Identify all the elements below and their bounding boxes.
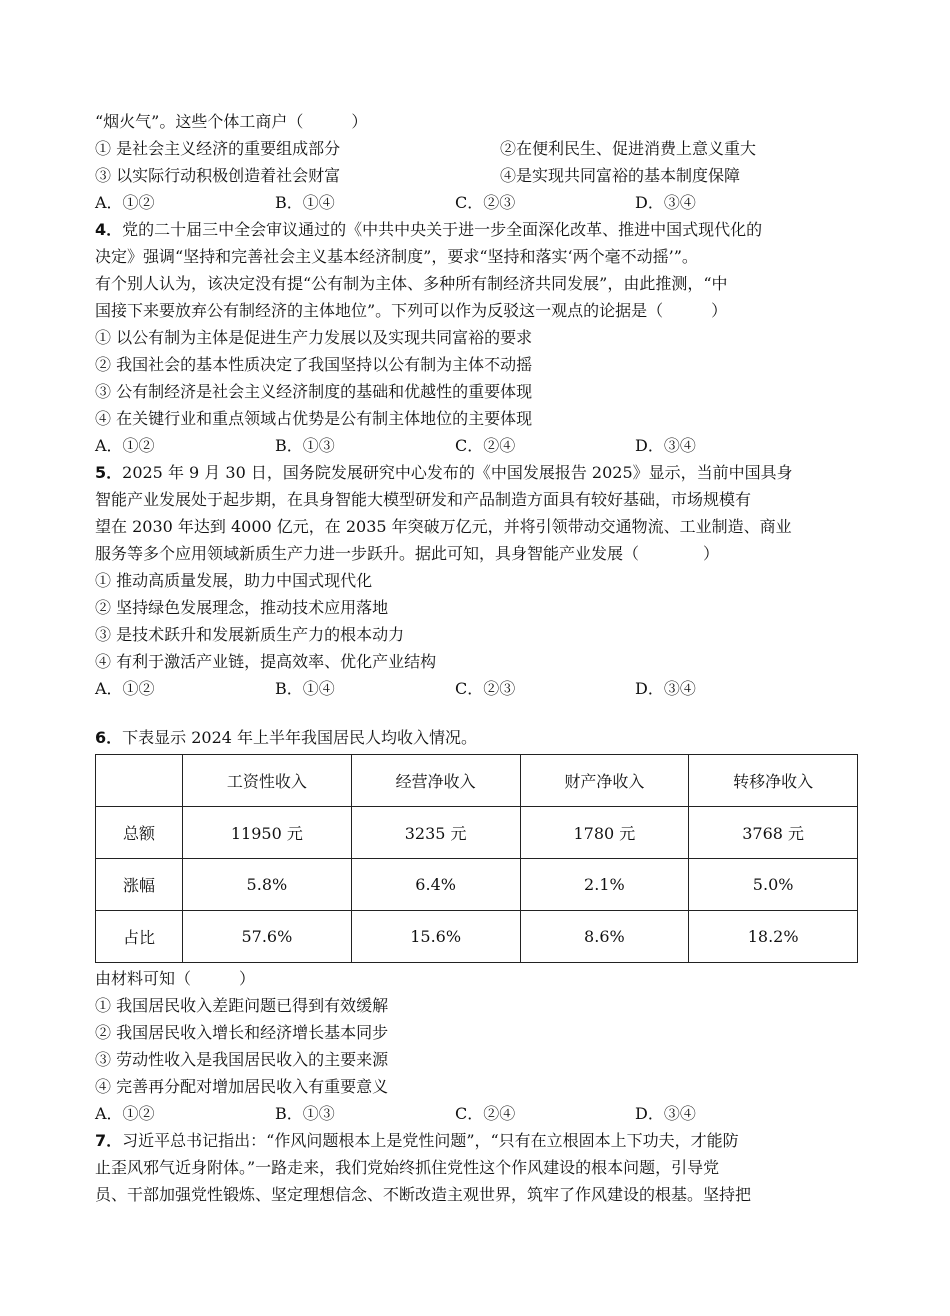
table-cell: 15.6%: [351, 911, 520, 963]
q6-option-b[interactable]: B．①③: [275, 1104, 335, 1123]
q3-option-b[interactable]: B．①④: [275, 193, 335, 212]
q6-statement-1: ① 我国居民收入差距问题已得到有效缓解: [95, 996, 389, 1015]
q6-options: [95, 1100, 865, 1127]
q3-option-a[interactable]: A．①②: [95, 193, 155, 212]
table-cell: 3768 元: [689, 807, 858, 859]
table-cell: 5.8%: [183, 859, 352, 911]
q3-statement-2: ②在便利民生、促进消费上意义重大: [500, 139, 757, 158]
q4-stem-text: 党的二十届三中全会审议通过的《中共中央关于进一步全面深化改革、推进中国式现代化的: [122, 220, 763, 239]
table-cell: 2.1%: [520, 859, 689, 911]
table-header-transfer: 转移净收入: [689, 755, 858, 807]
table-row: [96, 911, 858, 963]
q4-statement-2: ② 我国社会的基本性质决定了我国坚持以公有制为主体不动摇: [95, 355, 533, 374]
q7-number: 7．: [95, 1131, 123, 1150]
q4-stem-line: 国接下来要放弃公有制经济的主体地位”。下列可以作为反驳这一观点的论据是（ ）: [95, 301, 728, 320]
q6-statement-3: ③ 劳动性收入是我国居民收入的主要来源: [95, 1050, 389, 1069]
q5-statement-4: ④ 有利于激活产业链，提高效率、优化产业结构: [95, 652, 437, 671]
table-header-row: [96, 755, 858, 807]
q6-stem-line: [95, 724, 865, 751]
q3-stem: “烟火气”。这些个体工商户（ ）: [95, 112, 368, 131]
table-header-business: 经营净收入: [351, 755, 520, 807]
table-cell: 1780 元: [520, 807, 689, 859]
table-row-label: 占比: [96, 911, 183, 963]
q5-statement-2: ② 坚持绿色发展理念，推动技术应用落地: [95, 598, 389, 617]
q7-stem-text: 习近平总书记指出：“作风问题根本上是党性问题”，“只有在立根固本上下功夫，才能防: [122, 1131, 739, 1150]
table-row: [96, 807, 858, 859]
spacer: [95, 702, 865, 724]
q4-option-a[interactable]: A．①②: [95, 436, 155, 455]
q4-option-c[interactable]: C．②④: [455, 436, 516, 455]
table-corner-cell: [96, 755, 183, 807]
q4-option-b[interactable]: B．①③: [275, 436, 335, 455]
q6-number: 6．: [95, 728, 123, 747]
q5-option-c[interactable]: C．②③: [455, 679, 516, 698]
q3-statement-1: ① 是社会主义经济的重要组成部分: [95, 139, 341, 158]
table-cell: 3235 元: [351, 807, 520, 859]
q7-stem-line: [95, 1127, 865, 1154]
q4-option-d[interactable]: D．③④: [635, 436, 696, 455]
table-header-property: 财产净收入: [520, 755, 689, 807]
q4-stem-line: 决定》强调“坚持和完善社会主义基本经济制度”，要求“坚持和落实‘两个毫不动摇’”。: [95, 247, 698, 266]
table-cell: 8.6%: [520, 911, 689, 963]
q5-option-d[interactable]: D．③④: [635, 679, 696, 698]
q4-options: [95, 432, 865, 459]
q5-number: 5．: [95, 463, 123, 482]
q6-after-text: 由材料可知（ ）: [95, 969, 256, 988]
q4-statement-4: ④ 在关键行业和重点领域占优势是公有制主体地位的主要体现: [95, 409, 533, 428]
q3-statement-row: [95, 162, 865, 189]
q3-options: [95, 189, 865, 216]
income-table: [95, 754, 858, 963]
q4-stem-line: 有个别人认为，该决定没有提“公有制为主体、多种所有制经济共同发展”，由此推测，“中: [95, 274, 728, 293]
q5-option-a[interactable]: A．①②: [95, 679, 155, 698]
exam-page: [95, 108, 865, 1208]
q6-statement-4: ④ 完善再分配对增加居民收入有重要意义: [95, 1077, 389, 1096]
table-row-label: 总额: [96, 807, 183, 859]
q5-stem-line: 智能产业发展处于起步期，在具身智能大模型研发和产品制造方面具有较好基础，市场规模有: [95, 490, 752, 509]
q5-stem-line: 服务等多个应用领域新质生产力进一步跃升。据此可知，具身智能产业发展（ ）: [95, 544, 720, 563]
table-header-wage: 工资性收入: [183, 755, 352, 807]
q3-option-c[interactable]: C．②③: [455, 193, 516, 212]
table-cell: 18.2%: [689, 911, 858, 963]
q3-statement-row: [95, 135, 865, 162]
q6-option-a[interactable]: A．①②: [95, 1104, 155, 1123]
table-cell: 57.6%: [183, 911, 352, 963]
q3-statement-4: ④是实现共同富裕的基本制度保障: [500, 166, 741, 185]
q3-statement-3: ③ 以实际行动积极创造着社会财富: [95, 166, 341, 185]
table-cell: 5.0%: [689, 859, 858, 911]
q5-statement-1: ① 推动高质量发展，助力中国式现代化: [95, 571, 373, 590]
q7-stem-line: 员、干部加强党性锻炼、坚定理想信念、不断改造主观世界，筑牢了作风建设的根基。坚持把: [95, 1185, 752, 1204]
q5-option-b[interactable]: B．①④: [275, 679, 335, 698]
table-row-label: 涨幅: [96, 859, 183, 911]
q5-stem-line: 望在 2030 年达到 4000 亿元，在 2035 年突破万亿元，并将引领带动交通物流、工业制造、商业: [95, 517, 792, 536]
table-cell: 6.4%: [351, 859, 520, 911]
q5-stem-line: [95, 459, 865, 486]
table-cell: 11950 元: [183, 807, 352, 859]
q6-option-c[interactable]: C．②④: [455, 1104, 516, 1123]
q7-stem-line: 止歪风邪气近身附体。”一路走来，我们党始终抓住党性这个作风建设的根本问题，引导党: [95, 1158, 720, 1177]
q4-stem-line: [95, 216, 865, 243]
q3-option-d[interactable]: D．③④: [635, 193, 696, 212]
q5-stem-text: 2025 年 9 月 30 日，国务院发展研究中心发布的《中国发展报告 2025》显示，当前中国具身: [122, 463, 793, 482]
q6-stem-text: 下表显示 2024 年上半年我国居民人均收入情况。: [122, 728, 478, 747]
q4-statement-3: ③ 公有制经济是社会主义经济制度的基础和优越性的重要体现: [95, 382, 533, 401]
q6-option-d[interactable]: D．③④: [635, 1104, 696, 1123]
table-row: [96, 859, 858, 911]
q5-statement-3: ③ 是技术跃升和发展新质生产力的根本动力: [95, 625, 405, 644]
q6-statement-2: ② 我国居民收入增长和经济增长基本同步: [95, 1023, 389, 1042]
q5-options: [95, 675, 865, 702]
q4-statement-1: ① 以公有制为主体是促进生产力发展以及实现共同富裕的要求: [95, 328, 533, 347]
q4-number: 4．: [95, 220, 123, 239]
